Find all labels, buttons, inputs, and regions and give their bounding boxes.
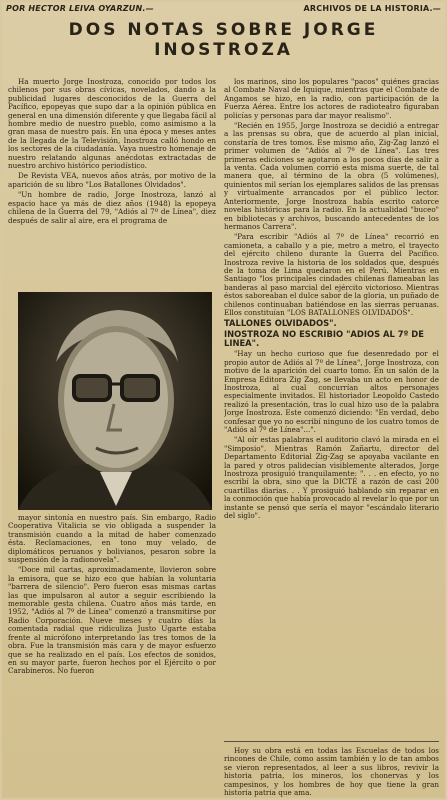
paragraph: "Recién en 1955, Jorge Inostroza se decidió a entregar a las prensas su obra, que de acuerdo al plan inicial, constaría de tres tomos. Ese mismo año, Zig-Zag lanzó el primer volumen de "Adiós al 7º de Línea". Las tres primeras ediciones se agotaron a los pocos días de salir a la venta. Cada volumen corrió esta misma suerte, de tal manera que, al término de la obra (5 volúmenes), quinientos mil serían los ejemplares salidos de las prensas y virtualmente arrancados por el público lector. Anteriormente, Jorge Inostroza había escrito catorce novelas históricas para la radio. En la actualidad "buceo" en bibliotecas y archivos, buscando antecedentes de los hermanos Carrera". xyxy=(224,121,439,231)
column-2-bottom xyxy=(224,736,439,798)
paragraph: "Doce mil cartas, aproximadamente, llovieron sobre la emisora, que se hizo eco que habían la voluntaria "barrera de silencio". Pero fueron esas mismas cartas las que impulsaron al autor a seguir escribiendo la memorable gesta chilena. Cuatro años más tarde, en 1952, "Adiós al 7º de Línea" comenzó a transmitirse por Radio Corporación. Nueve meses y cuatro días la comentada radial que ridiculiza Justo Ugarte estaba frente al micrófono interpretando las tres tomos de la obra. Fue la transmisión más cara y de mayor esfuerzo que se ha realizado en el país. Los efectos de sonidos, en su mayor parte, fueron hechos por el Ejército o por Carabineros. No fueron xyxy=(8,565,216,676)
newspaper-page xyxy=(2,2,445,798)
paragraph: De Revista VEA, nuevos años atrás, por motivo de la aparición de su libro "Los Batallones Olvidados". xyxy=(8,171,216,189)
paragraph: los marinos, sino los populares "pacos" quiénes gracias al Combate Naval de Iquique, mientras que el Combate de Angamos se hizo, en la radio, con participación de la Fuerza Aérea. Entre los actores de radioteatro figuraban policías y personas para dar mayor realismo". xyxy=(224,78,439,120)
paragraph: "Hay un hecho curioso que fue desenredado por el propio autor de Adiós al 7º de Línea", Jorge Inostroza, con motivo de la aparición del cuarto tomo. En un salón de la Empresa Editora Zig Zag, se llevaba un acto en honor de Inostroza, al cual concurrían altos personajes especialmente invitados. El historiador Leopoldo Castedo realizó la presentación, tras lo cual hizo uso de la palabra Jorge Inostroza. Este comenzó diciendo: "En verdad, debo confesar que yo no escribí ninguno de los cuatro tomos de "Adiós al 7º de Línea"...". xyxy=(224,349,439,435)
paragraph: "Al oír estas palabras el auditorio clavó la mirada en el "Simposio". Mientras Ramón Zañartu, director del Departamento Editorial Zig-Zag se apoyaba vacilante en la pared y otros palidecían visiblemente alterados, Jorge Inostroza prosiguió tranquilamente: ". . . en efecto, yo no escribí la obra, sino que la DICTÉ a razón de casi 200 cuartillas diarias. . . Y prosiguió hablando sin reparar en la conmoción que había provocado al revelar lo que por un instante se pensó que sería el mayor "escándalo literario del siglo". xyxy=(224,435,439,521)
section-label: ARCHIVOS DE LA HISTORIA.— xyxy=(303,4,441,13)
column-1-top xyxy=(8,78,216,286)
paragraph: Hoy su obra está en todas las Escuelas de todos los rincones de Chile, como assim también y lo de tan ambos se vieron representados, al leer a sus libros, revivir la historia patria, los mineros, los chonervas y los campesinos, y los hombres de hoy que tiene la gran historia patria que ama. xyxy=(224,746,439,798)
byline: POR HECTOR LEIVA OYARZUN.— xyxy=(6,4,154,13)
column-2 xyxy=(224,78,439,736)
article-title: DOS NOTAS SOBRE JORGE INOSTROZA xyxy=(68,20,379,60)
paragraph: "Un hombre de radio, Jorge Inostroza, lanzó al espacio hace ya más de diez años (1948) la epopeya chilena de la Guerra del 79, "Adiós al 7º de Línea", diez después de salir al aire, era el programa de xyxy=(8,190,216,225)
subheading-no-escribio: INOSTROZA NO ESCRIBIO "ADIOS AL 7º DE LINEA". xyxy=(224,329,424,349)
paragraph: "Para escribir "Adiós al 7º de Línea" recorrió en camioneta, a caballo y a pie, metro a metro, el trayecto del ejército chileno durante la Guerra del Pacífico. Inostroza revive la historia de los soldados que, después de la toma de Lima quedaron en el Perú. Mientras en Santiago "los principales cindades chilenas flameaban las banderas al paso marcial del ejército victorioso. Mientras éstos saboreaban el dulce sabor de la gloria, un puñado de chilenos continuaban batiéndose en las sierras peruanas. Ellos constituían "LOS BATALLONES OLVIDADOS". xyxy=(224,232,439,317)
paragraph: mayor sintonía en nuestro país. Sin embargo, Radio Cooperativa Vitalicia se vio obligada a suspender la transmisión cuando a la mitad de haber comenzado ésta. Reclamaciones, en tono muy velado, de diplomáticos peruanos y bolivianos, pesaron sobre la suspensión de la radionovela". xyxy=(8,514,216,565)
portrait-photo xyxy=(18,292,212,510)
divider xyxy=(224,741,439,742)
column-1-bottom xyxy=(8,514,216,796)
paragraph: Ha muerto Jorge Inostroza, conocido por todos los chilenos por sus obras cívicas, novelados, dando a la publicidad lugares desconocidos de la Guerra del Pacífico, epopeyas que supo dar a la opinión pública en general en una dimensión diferente y que llegaba fácil al hombre medio de nuestro pueblo, como asimismo a la gran masa de nuestro país. En una época y meses antes de la llegada de la Televisión, Inostroza calló hondo en los sectores de la ciudadanía. Vaya nuestro homenaje de nuestro relatando algunas anécdotas extractadas de nuestro archivo histórico periodístico. xyxy=(8,78,216,171)
header xyxy=(6,4,441,18)
subheading-batallones: TALLONES OLVIDADOS". xyxy=(224,318,337,329)
